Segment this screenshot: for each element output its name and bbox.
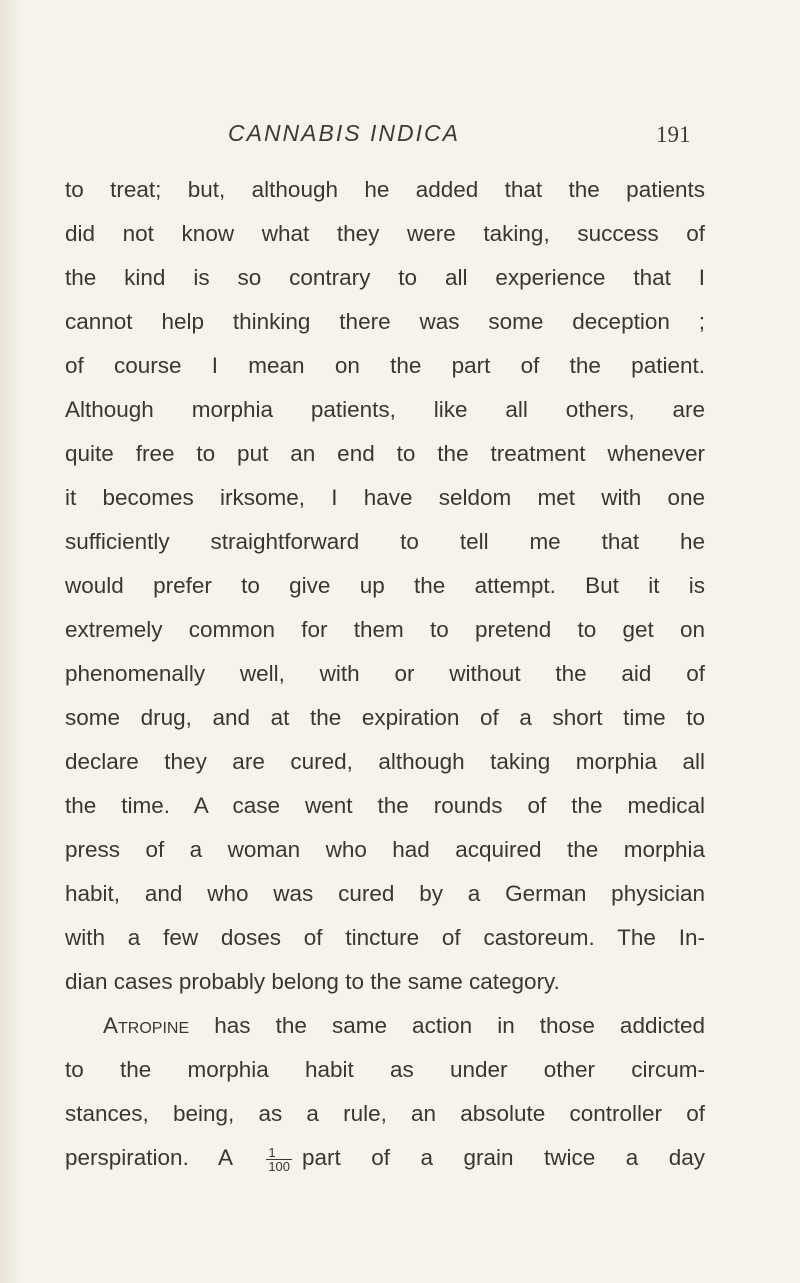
text-line: press of a woman who had acquired the morphia <box>65 837 705 862</box>
text-line: habit, and who was cured by a German physician <box>65 881 705 906</box>
paragraph-start-line <box>65 1004 705 1048</box>
text-line: dian cases probably belong to the same category. <box>65 969 560 994</box>
page-number: 191 <box>656 122 691 147</box>
text-line: to the morphia habit as under other circum- <box>65 1057 705 1082</box>
fraction-numerator: 1 <box>266 1146 292 1160</box>
text-line-with-fraction <box>65 1136 705 1180</box>
text-line: would prefer to give up the attempt. But it is <box>65 573 705 598</box>
running-head-title: CANNABIS INDICA <box>228 120 460 146</box>
text-line: sufficiently straightforward to tell me that he <box>65 529 705 554</box>
text-span: perspiration. A <box>65 1145 232 1170</box>
text-line: extremely common for them to pretend to get on <box>65 617 705 642</box>
text-line: some drug, and at the expiration of a short time to <box>65 705 705 730</box>
fraction-denominator: 100 <box>268 1158 291 1174</box>
body-text <box>65 168 705 1180</box>
text-line: stances, being, as a rule, an absolute controller of <box>65 1101 705 1126</box>
text-line: declare they are cured, although taking morphia all <box>65 749 705 774</box>
text-line: did not know what they were taking, success of <box>65 221 705 246</box>
fraction <box>266 1146 292 1173</box>
text-line: to treat; but, although he added that the patients <box>65 177 705 202</box>
text-line: it becomes irksome, I have seldom met with one <box>65 485 705 510</box>
text-span: has the same action in those addicted <box>189 1013 705 1038</box>
text-line: Although morphia patients, like all others, are <box>65 397 705 422</box>
text-span: part of a grain twice a day <box>302 1145 706 1170</box>
text-line: with a few doses of tincture of castoreum. The In- <box>65 925 705 950</box>
text-line: cannot help thinking there was some deception ; <box>65 309 705 334</box>
text-line: quite free to put an end to the treatment whenever <box>65 441 705 466</box>
text-line: phenomenally well, with or without the aid of <box>65 661 705 686</box>
running-head <box>0 120 800 160</box>
text-line: of course I mean on the part of the patient. <box>65 353 705 378</box>
lead-word: Atropine <box>103 1013 190 1038</box>
text-line: the time. A case went the rounds of the medical <box>65 793 705 818</box>
page-gutter-shadow <box>0 0 22 1283</box>
text-line: the kind is so contrary to all experience that I <box>65 265 705 290</box>
